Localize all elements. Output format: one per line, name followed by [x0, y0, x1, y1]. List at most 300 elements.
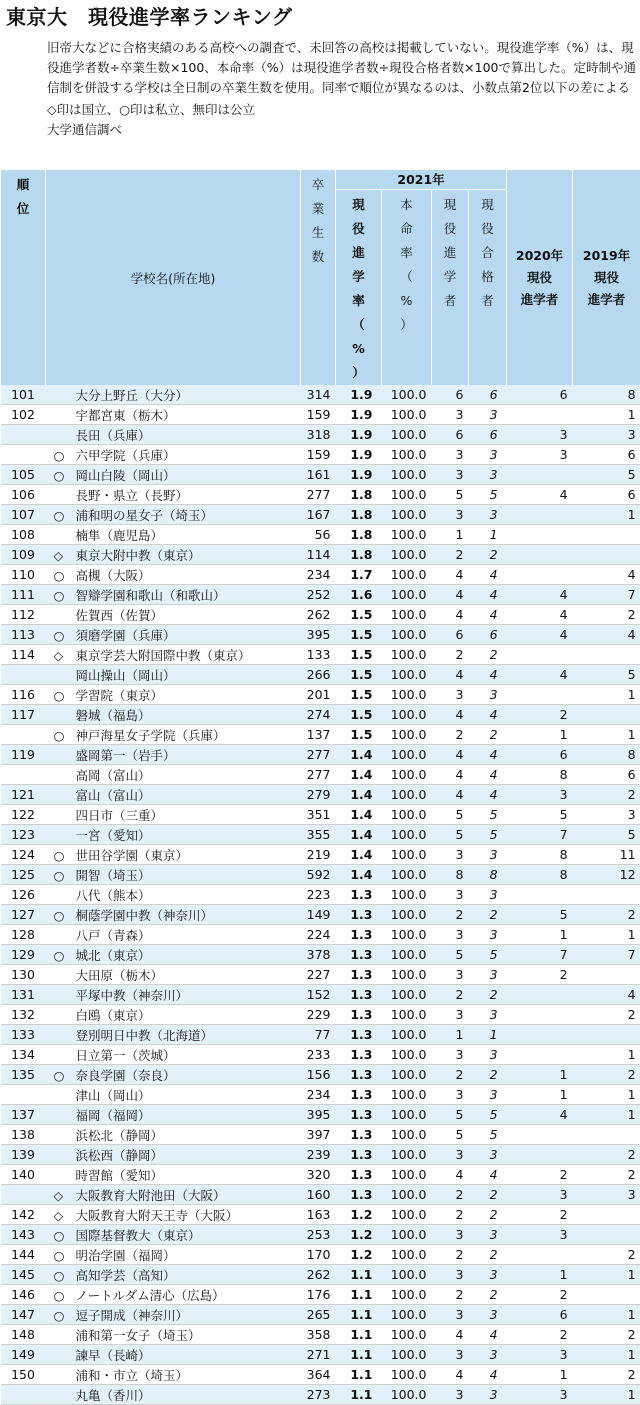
- school-cell: [46, 545, 301, 565]
- rate-cell: 1.3: [336, 985, 382, 1005]
- graduates-cell: 274: [301, 705, 336, 725]
- rank-cell: 135: [1, 1065, 46, 1085]
- rank-cell: [1, 425, 46, 445]
- passed-cell: 8: [469, 865, 507, 885]
- table-row: [1, 865, 640, 885]
- graduates-cell: 592: [301, 865, 336, 885]
- y2020-cell: 3: [507, 445, 573, 465]
- enrolled-cell: 6: [432, 625, 469, 645]
- header-char: 数: [301, 245, 335, 269]
- honmei-cell: 100.0: [382, 525, 432, 545]
- honmei-cell: 100.0: [382, 665, 432, 685]
- y2019-cell: 1: [573, 685, 640, 705]
- graduates-cell: 273: [301, 1385, 336, 1405]
- rate-cell: 1.5: [336, 705, 382, 725]
- enrolled-cell: 2: [432, 545, 469, 565]
- rank-cell: 146: [1, 1285, 46, 1305]
- honmei-cell: 100.0: [382, 1305, 432, 1325]
- school-name: 逗子開成（神奈川）: [76, 1308, 189, 1323]
- enrolled-cell: 4: [432, 785, 469, 805]
- header-2020-enrolled: [507, 170, 573, 385]
- honmei-cell: 100.0: [382, 1125, 432, 1145]
- school-cell: [46, 585, 301, 605]
- y2019-cell: 2: [573, 1165, 640, 1185]
- enrolled-cell: 3: [432, 1005, 469, 1025]
- y2020-cell: [507, 985, 573, 1005]
- y2020-cell: 6: [507, 1305, 573, 1325]
- y2019-cell: 4: [573, 625, 640, 645]
- rank-cell: 133: [1, 1025, 46, 1045]
- rate-cell: 1.3: [336, 885, 382, 905]
- rate-cell: 1.8: [336, 505, 382, 525]
- passed-cell: 3: [469, 965, 507, 985]
- school-name: 浦和明の星女子（埼玉）: [76, 508, 214, 523]
- rank-cell: [1, 765, 46, 785]
- school-name: 大分上野丘（大分）: [76, 388, 189, 403]
- honmei-cell: 100.0: [382, 1105, 432, 1125]
- honmei-cell: 100.0: [382, 1345, 432, 1365]
- honmei-cell: 100.0: [382, 785, 432, 805]
- passed-cell: 2: [469, 1285, 507, 1305]
- honmei-cell: 100.0: [382, 605, 432, 625]
- graduates-cell: 227: [301, 965, 336, 985]
- rate-cell: 1.3: [336, 1085, 382, 1105]
- honmei-cell: 100.0: [382, 845, 432, 865]
- school-cell: [46, 705, 301, 725]
- rate-cell: 1.3: [336, 1045, 382, 1065]
- passed-cell: 3: [469, 1225, 507, 1245]
- rate-cell: 1.9: [336, 465, 382, 485]
- school-type-mark: ◇: [54, 1188, 76, 1203]
- rank-cell: 109: [1, 545, 46, 565]
- rank-cell: 137: [1, 1105, 46, 1125]
- school-cell: [46, 1065, 301, 1085]
- y2020-cell: [507, 1125, 573, 1145]
- passed-cell: 2: [469, 1245, 507, 1265]
- passed-cell: 2: [469, 905, 507, 925]
- honmei-cell: 100.0: [382, 1085, 432, 1105]
- header-char: ）: [382, 313, 431, 337]
- rank-cell: [1, 1385, 46, 1405]
- y2019-cell: 2: [573, 785, 640, 805]
- header-char: 2019年: [573, 245, 640, 267]
- passed-cell: 3: [469, 465, 507, 485]
- rank-cell: 129: [1, 945, 46, 965]
- honmei-cell: 100.0: [382, 505, 432, 525]
- enrolled-cell: 2: [432, 1245, 469, 1265]
- y2020-cell: [507, 1245, 573, 1265]
- school-name: 東京大附中教（東京）: [76, 548, 201, 563]
- school-name: 福岡（福岡）: [76, 1108, 151, 1123]
- school-cell: [46, 925, 301, 945]
- passed-cell: 4: [469, 585, 507, 605]
- school-name: 浜松北（静岡）: [76, 1128, 164, 1143]
- school-cell: [46, 505, 301, 525]
- rate-cell: 1.4: [336, 865, 382, 885]
- honmei-cell: 100.0: [382, 745, 432, 765]
- graduates-cell: 152: [301, 985, 336, 1005]
- rate-cell: 1.3: [336, 905, 382, 925]
- y2019-cell: 6: [573, 445, 640, 465]
- y2020-cell: 2: [507, 705, 573, 725]
- school-name: 日立第一（茨城）: [76, 1048, 176, 1063]
- graduates-cell: 395: [301, 1105, 336, 1125]
- school-type-mark: ○: [54, 728, 76, 743]
- honmei-cell: 100.0: [382, 965, 432, 985]
- table-row: [1, 685, 640, 705]
- school-name: 奈良学園（奈良）: [76, 1068, 176, 1083]
- table-row: [1, 945, 640, 965]
- passed-cell: 4: [469, 1365, 507, 1385]
- passed-cell: 4: [469, 785, 507, 805]
- school-name: 白鴎（東京）: [76, 1008, 151, 1023]
- rate-cell: 1.3: [336, 945, 382, 965]
- graduates-cell: 279: [301, 785, 336, 805]
- y2020-cell: [507, 1005, 573, 1025]
- school-name: 高岡（富山）: [76, 768, 151, 783]
- rank-cell: 149: [1, 1345, 46, 1365]
- rank-cell: 150: [1, 1365, 46, 1385]
- passed-cell: 3: [469, 445, 507, 465]
- rate-cell: 1.4: [336, 845, 382, 865]
- table-row: [1, 705, 640, 725]
- table-row: [1, 1385, 640, 1405]
- passed-cell: 3: [469, 685, 507, 705]
- y2019-cell: [573, 965, 640, 985]
- y2020-cell: 5: [507, 805, 573, 825]
- graduates-cell: 56: [301, 525, 336, 545]
- table-row: [1, 1285, 640, 1305]
- rate-cell: 1.4: [336, 765, 382, 785]
- enrolled-cell: 3: [432, 405, 469, 425]
- passed-cell: 1: [469, 525, 507, 545]
- school-name: 桐蔭学園中教（神奈川）: [76, 908, 214, 923]
- passed-cell: 2: [469, 1205, 507, 1225]
- honmei-cell: 100.0: [382, 905, 432, 925]
- graduates-cell: 314: [301, 385, 336, 405]
- graduates-cell: 358: [301, 1325, 336, 1345]
- header-passed: [469, 190, 507, 386]
- y2019-cell: 2: [573, 605, 640, 625]
- rank-cell: 116: [1, 685, 46, 705]
- table-row: [1, 1245, 640, 1265]
- school-cell: [46, 1285, 301, 1305]
- rate-cell: 1.9: [336, 445, 382, 465]
- passed-cell: 3: [469, 1005, 507, 1025]
- table-row: [1, 725, 640, 745]
- school-type-mark: ○: [54, 468, 76, 483]
- y2019-cell: 4: [573, 565, 640, 585]
- honmei-cell: 100.0: [382, 1385, 432, 1405]
- school-name: ノートルダム清心（広島）: [76, 1288, 225, 1303]
- school-name: 大田原（栃木）: [76, 968, 164, 983]
- rate-cell: 1.2: [336, 1225, 382, 1245]
- passed-cell: 4: [469, 665, 507, 685]
- rate-cell: 1.3: [336, 1005, 382, 1025]
- graduates-cell: 163: [301, 1205, 336, 1225]
- y2020-cell: 4: [507, 585, 573, 605]
- graduates-cell: 223: [301, 885, 336, 905]
- enrolled-cell: 4: [432, 745, 469, 765]
- school-cell: [46, 525, 301, 545]
- honmei-cell: 100.0: [382, 485, 432, 505]
- rate-cell: 1.6: [336, 585, 382, 605]
- school-cell: [46, 765, 301, 785]
- rank-cell: 147: [1, 1305, 46, 1325]
- header-char: 率: [382, 241, 431, 265]
- honmei-cell: 100.0: [382, 445, 432, 465]
- table-row: [1, 545, 640, 565]
- header-char: 本: [382, 193, 431, 217]
- school-cell: [46, 685, 301, 705]
- graduates-cell: 229: [301, 1005, 336, 1025]
- y2019-cell: 7: [573, 945, 640, 965]
- y2020-cell: [507, 545, 573, 565]
- honmei-cell: 100.0: [382, 765, 432, 785]
- table-row: [1, 1025, 640, 1045]
- passed-cell: 3: [469, 1385, 507, 1405]
- rank-cell: 127: [1, 905, 46, 925]
- table-row: [1, 765, 640, 785]
- rank-cell: 144: [1, 1245, 46, 1265]
- y2020-cell: 3: [507, 1225, 573, 1245]
- honmei-cell: 100.0: [382, 945, 432, 965]
- graduates-cell: 277: [301, 765, 336, 785]
- y2020-cell: [507, 685, 573, 705]
- school-cell: [46, 1345, 301, 1365]
- rate-cell: 1.5: [336, 605, 382, 625]
- school-type-mark: ○: [54, 1228, 76, 1243]
- y2019-cell: 1: [573, 1305, 640, 1325]
- table-row: [1, 605, 640, 625]
- header-char: 学: [432, 265, 468, 289]
- passed-cell: 4: [469, 705, 507, 725]
- y2020-cell: 3: [507, 1185, 573, 1205]
- table-row: [1, 1045, 640, 1065]
- y2020-cell: [507, 505, 573, 525]
- graduates-cell: 239: [301, 1145, 336, 1165]
- enrolled-cell: 2: [432, 985, 469, 1005]
- rate-cell: 1.4: [336, 805, 382, 825]
- enrolled-cell: 2: [432, 1205, 469, 1225]
- school-type-mark: ○: [54, 588, 76, 603]
- table-row: [1, 665, 640, 685]
- header-char: 者: [469, 289, 506, 313]
- table-row: [1, 1085, 640, 1105]
- graduates-cell: 161: [301, 465, 336, 485]
- rank-cell: 139: [1, 1145, 46, 1165]
- honmei-cell: 100.0: [382, 825, 432, 845]
- school-name: 智辯学園和歌山（和歌山）: [76, 588, 226, 603]
- honmei-cell: 100.0: [382, 1145, 432, 1165]
- honmei-cell: 100.0: [382, 565, 432, 585]
- enrolled-cell: 2: [432, 1065, 469, 1085]
- rank-cell: 134: [1, 1045, 46, 1065]
- header-honmei: [382, 190, 432, 386]
- school-name: 楠隼（鹿児島）: [76, 528, 164, 543]
- school-name: 平塚中教（神奈川）: [76, 988, 189, 1003]
- enrolled-cell: 3: [432, 1385, 469, 1405]
- school-cell: [46, 905, 301, 925]
- rank-cell: [1, 445, 46, 465]
- y2020-cell: 4: [507, 1105, 573, 1125]
- school-cell: [46, 1125, 301, 1145]
- y2019-cell: 2: [573, 905, 640, 925]
- table-row: [1, 885, 640, 905]
- table-row: [1, 1005, 640, 1025]
- school-cell: [46, 385, 301, 405]
- rank-cell: 126: [1, 885, 46, 905]
- school-name: 国際基督教大（東京）: [76, 1228, 201, 1243]
- rank-cell: 121: [1, 785, 46, 805]
- table-row: [1, 825, 640, 845]
- header-year-2021: 2021年: [336, 170, 507, 190]
- rank-cell: [1, 665, 46, 685]
- passed-cell: 2: [469, 1185, 507, 1205]
- school-name: 一宮（愛知）: [76, 828, 151, 843]
- y2020-cell: [507, 465, 573, 485]
- honmei-cell: 100.0: [382, 545, 432, 565]
- passed-cell: 3: [469, 505, 507, 525]
- y2019-cell: [573, 1225, 640, 1245]
- school-name: 八戸（青森）: [76, 928, 151, 943]
- table-row: [1, 925, 640, 945]
- enrolled-cell: 3: [432, 925, 469, 945]
- enrolled-cell: 2: [432, 725, 469, 745]
- y2019-cell: 1: [573, 1265, 640, 1285]
- school-cell: [46, 805, 301, 825]
- header-char: 進: [336, 241, 381, 265]
- enrolled-cell: 5: [432, 805, 469, 825]
- rank-cell: 105: [1, 465, 46, 485]
- header-school: 学校名(所在地): [46, 170, 301, 385]
- rank-cell: 117: [1, 705, 46, 725]
- y2019-cell: 5: [573, 465, 640, 485]
- school-cell: [46, 405, 301, 425]
- rate-cell: 1.5: [336, 685, 382, 705]
- school-cell: [46, 445, 301, 465]
- rate-cell: 1.1: [336, 1285, 382, 1305]
- y2019-cell: 8: [573, 385, 640, 405]
- honmei-cell: 100.0: [382, 1025, 432, 1045]
- table-row: [1, 385, 640, 405]
- rank-cell: 131: [1, 985, 46, 1005]
- y2020-cell: 6: [507, 385, 573, 405]
- rank-cell: 124: [1, 845, 46, 865]
- school-cell: [46, 1385, 301, 1405]
- header-char: 現: [432, 193, 468, 217]
- school-cell: [46, 425, 301, 445]
- table-row: [1, 1185, 640, 1205]
- enrolled-cell: 4: [432, 605, 469, 625]
- header-char: 役: [469, 217, 506, 241]
- table-row: [1, 1065, 640, 1085]
- rank-cell: 102: [1, 405, 46, 425]
- enrolled-cell: 4: [432, 1365, 469, 1385]
- graduates-cell: 159: [301, 445, 336, 465]
- header-graduates: [301, 170, 336, 385]
- school-cell: [46, 945, 301, 965]
- table-row: [1, 1105, 640, 1125]
- rank-cell: 119: [1, 745, 46, 765]
- passed-cell: 3: [469, 1085, 507, 1105]
- header-char: 卒: [301, 173, 335, 197]
- rate-cell: 1.9: [336, 385, 382, 405]
- y2019-cell: 2: [573, 1365, 640, 1385]
- header-2019-enrolled: [573, 170, 640, 385]
- graduates-cell: 262: [301, 605, 336, 625]
- school-name: 浦和第一女子（埼玉）: [76, 1328, 201, 1343]
- rate-cell: 1.3: [336, 1125, 382, 1145]
- y2020-cell: 1: [507, 1365, 573, 1385]
- passed-cell: 5: [469, 1125, 507, 1145]
- header-enrolled: [432, 190, 469, 386]
- y2019-cell: 2: [573, 1145, 640, 1165]
- graduates-cell: 271: [301, 1345, 336, 1365]
- y2020-cell: 4: [507, 485, 573, 505]
- y2019-cell: 3: [573, 425, 640, 445]
- enrolled-cell: 5: [432, 1105, 469, 1125]
- table-row: [1, 805, 640, 825]
- enrolled-cell: 3: [432, 1045, 469, 1065]
- school-type-mark: ○: [54, 848, 76, 863]
- rate-cell: 1.1: [336, 1365, 382, 1385]
- y2019-cell: 1: [573, 1085, 640, 1105]
- header-char: 進: [432, 241, 468, 265]
- y2020-cell: [507, 885, 573, 905]
- enrolled-cell: 4: [432, 665, 469, 685]
- rate-cell: 1.1: [336, 1325, 382, 1345]
- header-char: 現: [469, 193, 506, 217]
- y2019-cell: 1: [573, 405, 640, 425]
- y2020-cell: 4: [507, 665, 573, 685]
- header-char: 学: [336, 265, 381, 289]
- enrolled-cell: 3: [432, 1145, 469, 1165]
- header-char: 順: [1, 173, 45, 197]
- table-row: [1, 965, 640, 985]
- school-name: 四日市（三重）: [76, 808, 164, 823]
- honmei-cell: 100.0: [382, 705, 432, 725]
- table-row: [1, 1345, 640, 1365]
- table-row: [1, 625, 640, 645]
- school-type-mark: ○: [54, 628, 76, 643]
- graduates-cell: 159: [301, 405, 336, 425]
- y2020-cell: 3: [507, 425, 573, 445]
- header-char: 進学者: [573, 289, 640, 311]
- table-row: [1, 405, 640, 425]
- passed-cell: 3: [469, 1305, 507, 1325]
- rate-cell: 1.1: [336, 1345, 382, 1365]
- school-type-mark: ○: [54, 508, 76, 523]
- honmei-cell: 100.0: [382, 1245, 432, 1265]
- school-name: 開智（埼玉）: [76, 868, 151, 883]
- honmei-cell: 100.0: [382, 585, 432, 605]
- passed-cell: 3: [469, 1145, 507, 1165]
- notes-legend: ◇印は国立、○印は私立、無印は公立: [47, 100, 637, 120]
- school-type-mark: ○: [54, 1268, 76, 1283]
- enrolled-cell: 2: [432, 1185, 469, 1205]
- honmei-cell: 100.0: [382, 385, 432, 405]
- passed-cell: 4: [469, 765, 507, 785]
- school-name: 浦和・市立（埼玉）: [76, 1368, 189, 1383]
- enrolled-cell: 3: [432, 1345, 469, 1365]
- honmei-cell: 100.0: [382, 465, 432, 485]
- school-type-mark: ○: [54, 688, 76, 703]
- enrolled-cell: 8: [432, 865, 469, 885]
- table-row: [1, 1265, 640, 1285]
- enrolled-cell: 6: [432, 425, 469, 445]
- school-name: 世田谷学園（東京）: [76, 848, 189, 863]
